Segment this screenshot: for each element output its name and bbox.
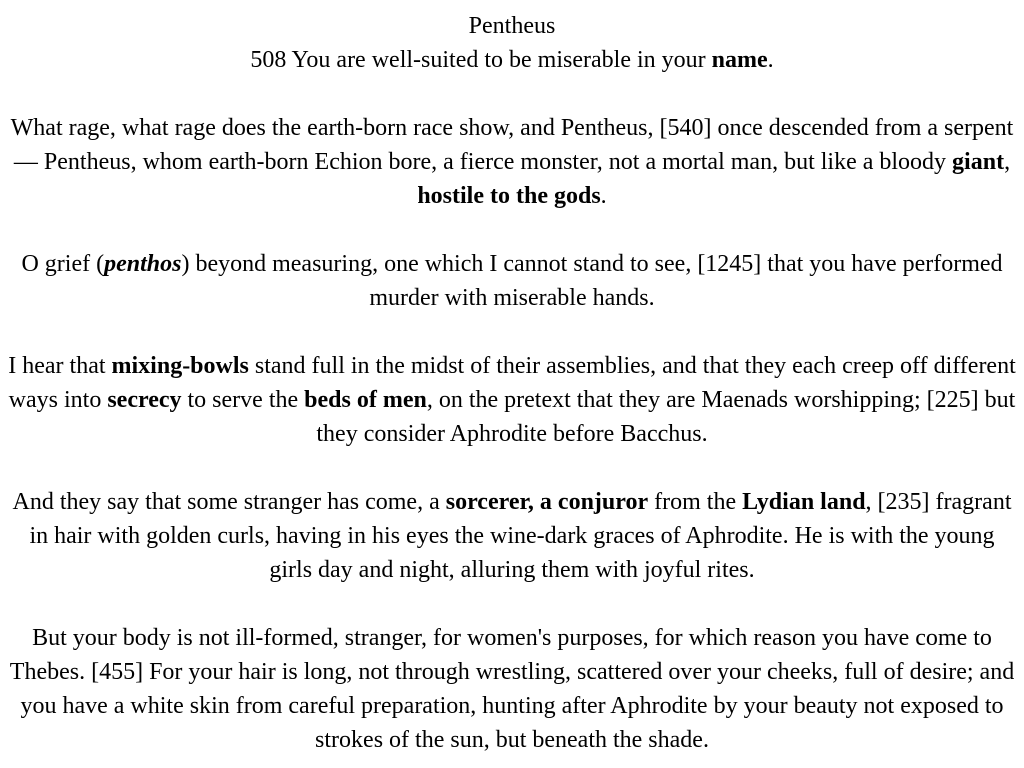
passage-0-text: 508 You are well-suited to be miserable in your xyxy=(250,47,712,73)
passage-2-penthos: penthos xyxy=(104,251,182,277)
passage-1 xyxy=(6,111,1018,213)
passage-0-end: . xyxy=(767,47,774,73)
passage-3-text-a: I hear that xyxy=(8,353,112,379)
passage-2 xyxy=(6,247,1018,315)
passage-5-text: But your body is not ill-formed, stranger, for women's purposes, for which reason you have come to Thebes. [455] For your hair is long, not through wrestling, scattered over your cheeks, full of desire; and you have a white skin from careful preparation, hunting after Aphrodite by your beauty not exposed to strokes of the sun, but beneath the shade. xyxy=(9,625,1015,753)
passage-3-bold-secrecy: secrecy xyxy=(107,387,182,413)
passage-1-text: What rage, what rage does the earth-born race show, and Pentheus, [540] once descended from a serpent — Pentheus, whom earth-born Echion bore, a fierce monster, not a mortal man, but like a bloody xyxy=(10,115,1014,175)
passage-4-text-c: from the xyxy=(648,489,743,515)
passage-1-bold-giant: giant xyxy=(952,149,1005,175)
passage-4-bold-lydian: Lydian land xyxy=(742,489,866,515)
passage-4-text-e: , [235] fragrant in hair with golden curls, having in his eyes the wine-dark graces of Aphrodite. He is with the young girls day and night, alluring them with joyful rites. xyxy=(29,489,1012,583)
passage-1-bold-hostile: hostile to the gods xyxy=(417,183,601,209)
title-block xyxy=(6,9,1018,77)
passage-3-bold-bowls: mixing-bowls xyxy=(111,353,249,379)
page-title: Pentheus xyxy=(468,13,556,39)
passage-2-text-end: ) beyond measuring, one which I cannot stand to see, [1245] that you have performed murder with miserable hands. xyxy=(181,251,1003,311)
passage-2-text-start: O grief ( xyxy=(21,251,105,277)
passage-3 xyxy=(6,349,1018,451)
passage-1-sep: , xyxy=(1004,149,1011,175)
passage-0-bold: name xyxy=(711,47,768,73)
passage-3-bold-beds: beds of men xyxy=(304,387,427,413)
passage-3-text-e: to serve the xyxy=(181,387,305,413)
passage-4-text-a: And they say that some stranger has come, a xyxy=(12,489,446,515)
passage-4 xyxy=(6,485,1018,587)
passage-2-bold-italic xyxy=(104,251,181,277)
passage-3-text-g: , on the pretext that they are Maenads worshipping; [225] but they consider Aphrodite before Bacchus. xyxy=(316,387,1016,447)
passage-4-bold-sorcerer: sorcerer, a conjuror xyxy=(445,489,649,515)
passage-3-text-c: stand full in the midst of their assemblies, and that they each creep off different ways into xyxy=(8,353,1016,413)
passage-5 xyxy=(6,621,1018,757)
passage-1-end: . xyxy=(600,183,607,209)
passage-0 xyxy=(6,43,1018,77)
